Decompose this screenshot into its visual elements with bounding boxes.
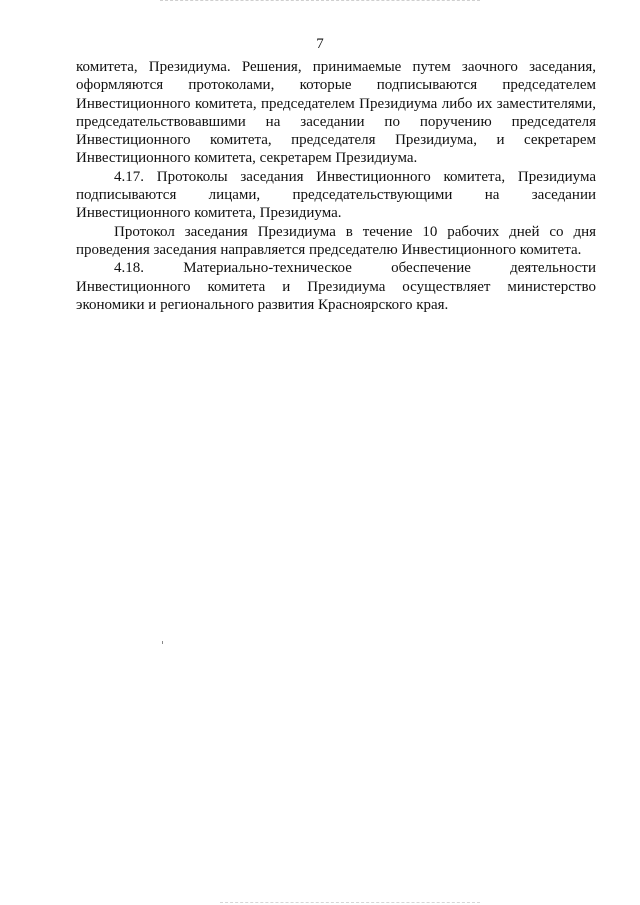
page-number: 7	[316, 36, 324, 52]
paragraph-4-18: 4.18. Материально-техническое обеспечение деятельности Инвестиционного комитета и Президиума осуществляет министерство экономики и регионального развития Красноярского края.	[76, 260, 596, 313]
scan-speck	[162, 641, 163, 644]
scan-edge-bottom	[220, 902, 480, 904]
paragraph-protocol-deadline: Протокол заседания Президиума в течение 10 рабочих дней со дня проведения заседания направляется председателю Инвестиционного комитета.	[76, 223, 596, 258]
paragraph-continuation: комитета, Президиума. Решения, принимаемые путем заочного заседания, оформляются протоколами, которые подписываются председателем Инвестиционного комитета, председателем Президиума либо их заместителями, председательствовавшими на заседании по поручению председателя Инвестиционного комитета, председателя Президиума, и секретарем Инвестиционного комитета, секретарем Президиума.	[76, 59, 596, 167]
paragraph-4-17: 4.17. Протоколы заседания Инвестиционного комитета, Президиума подписываются лицами, председательствующими на заседании Инвестиционного комитета, Президиума.	[76, 168, 596, 222]
scan-edge-top	[160, 0, 480, 2]
document-body	[76, 58, 596, 314]
